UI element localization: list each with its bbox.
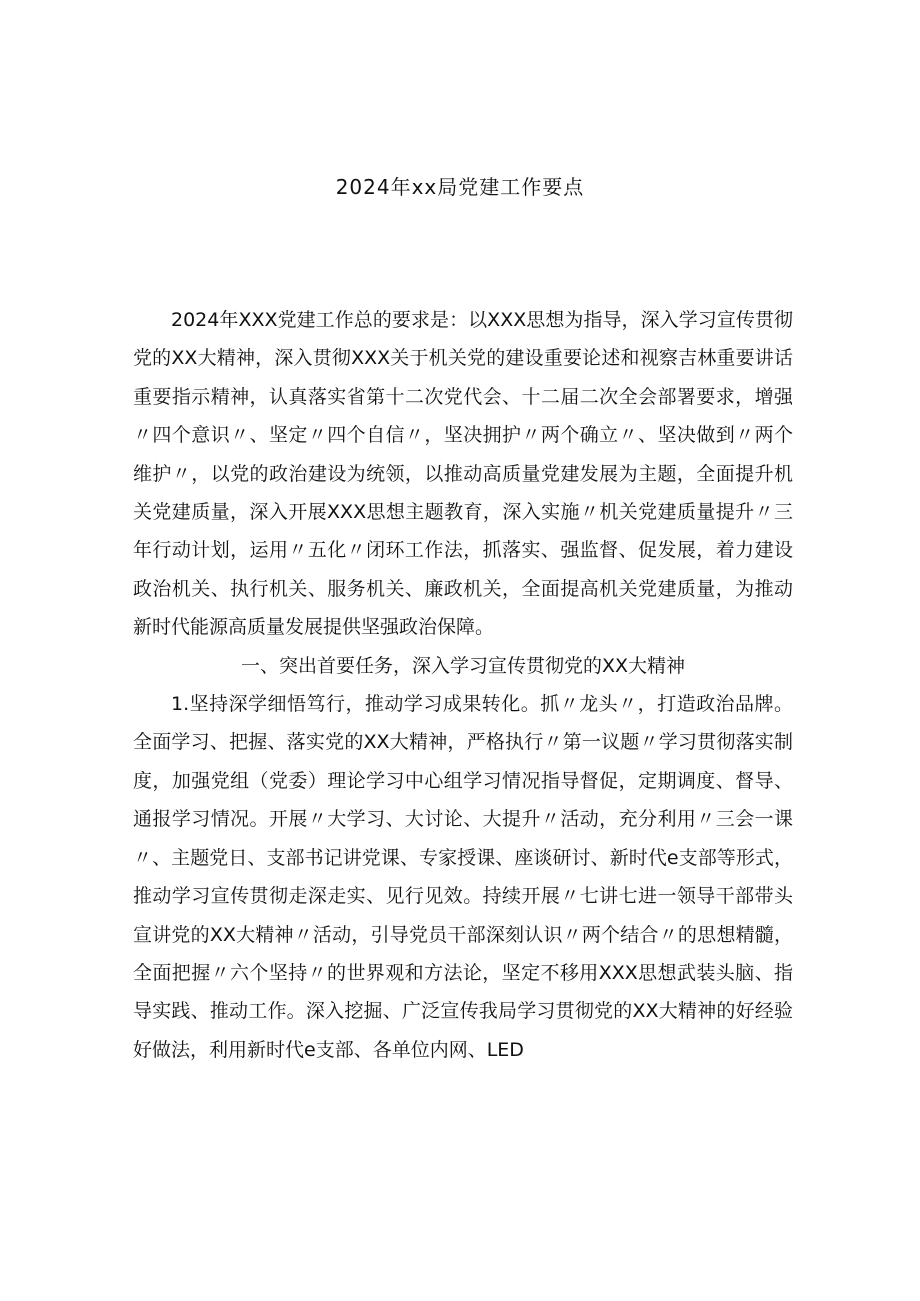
section-heading: 一、突出首要任务，深入学习宣传贯彻党的XX大精神 — [240, 654, 686, 677]
body-paragraph: 1.坚持深学细悟笃行，推动学习成果转化。抓〃龙头〃，打造政治品牌。全面学习、把握、落实党的XX大精神，严格执行〃第一议题〃学习贯彻落实制度，加强党组（党委）理论学习中心组学习情况指导督促，定期调度、督导、通报学习情况。开展〃大学习、大讨论、大提升〃活动，充分利用〃三会一课〃、主题党日、支部书记讲党课、专家授课、座谈研讨、新时代e支部等形式，推动学习宣传贯彻走深走实、见行见效。持续开展〃七讲七进一领导干部带头宣讲党的XX大精神〃活动，引导党员干部深刻认识〃两个结合〃的思想精髓，全面把握〃六个坚持〃的世界观和方法论，坚定不移用XXX思想武装头脑、指导实践、推动工作。深入挖掘、广泛宣传我局学习贯彻党的XX大精神的好经验好做法，利用新时代e支部、各单位内网、LED — [133, 693, 793, 1061]
document-title: 2024年xx局党建工作要点 — [335, 175, 585, 199]
document-body — [133, 301, 793, 1069]
intro-paragraph: 2024年XXX党建工作总的要求是：以XXX思想为指导，深入学习宣传贯彻党的XX大精神，深入贯彻XXX关于机关党的建设重要论述和视察吉林重要讲话重要指示精神，认真落实省第十二次党代会、十二届二次全会部署要求，增强〃四个意识〃、坚定〃四个自信〃，坚决拥护〃两个确立〃、坚决做到〃两个维护〃，以党的政治建设为统领，以推动高质量党建发展为主题，全面提升机关党建质量，深入开展XXX思想主题教育，深入实施〃机关党建质量提升〃三年行动计划，运用〃五化〃闭环工作法，抓落实、强监督、促发展，着力建设政治机关、执行机关、服务机关、廉政机关，全面提高机关党建质量，为推动新时代能源高质量发展提供坚强政治保障。 — [133, 309, 793, 639]
